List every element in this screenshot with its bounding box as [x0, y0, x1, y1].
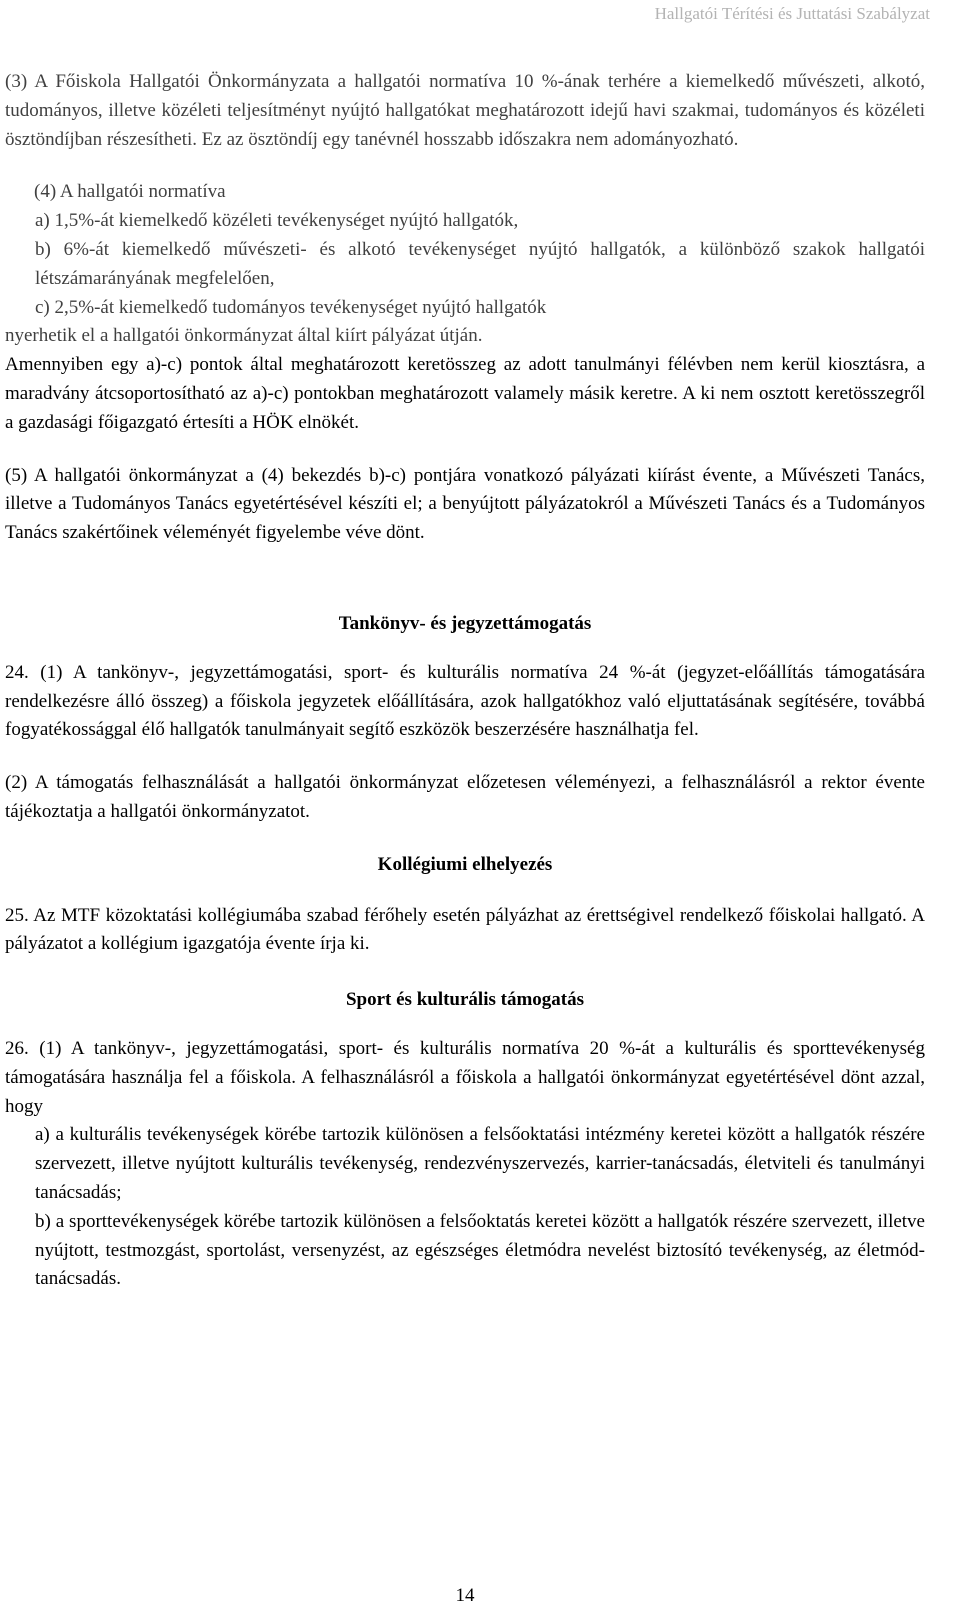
paragraph-4-closing: nyerhetik el a hallgatói önkormányzat által kiírt pályázat útján. — [5, 325, 483, 347]
section-25-paragraph: 25. Az MTF közoktatási kollégiumába szabad férőhely esetén pályázhat az érettségivel rendelkező főiskolai hallgató. A pályázatot a kollégium igazgatója évente írja ki. — [5, 904, 925, 955]
document-body — [5, 68, 925, 1294]
page-number: 14 — [455, 1585, 475, 1606]
paragraph-5: (5) A hallgatói önkormányzat a (4) bekezdés b)-c) pontjára vonatkozó pályázati kiírást évente, a Művészeti Tanács, illetve a Tudományos Tanács egyetértésével készíti el; a benyújtott pályázatokról a Művészeti Tanács és a Tudományos Tanács szakértőinek véleményét figyelembe véve dönt. — [5, 464, 925, 544]
paragraph-4-intro: (4) A hallgatói normatíva — [34, 181, 226, 203]
section-26-paragraph-1: 26. (1) A tankönyv-, jegyzettámogatási, sport- és kulturális normatíva 20 %-át a kulturális és sporttevékenység támogatására használja fel a főiskola. A felhasználásról a főiskola a hallgatói önkormányzat egyetértésével dönt azzal, hogy — [5, 1037, 925, 1117]
paragraph-4-item-b: b) 6%-át kiemelkedő művészeti- és alkotó tevékenységet nyújtó hallgatók, a különböző szakok hallgatói létszámarányának megfelelően, — [35, 238, 925, 289]
paragraph-4-item-c: c) 2,5%-át kiemelkedő tudományos tevékenységet nyújtó hallgatók — [35, 296, 547, 318]
section-26-item-b: b) a sporttevékenységek körébe tartozik különösen a felsőoktatás keretei között a hallgatók részére szervezett, illetve nyújtott, testmozgást, sportolást, versenyzést, az egészséges életmódra nevelést biztosító tevékenység, az életmód-tanácsadás. — [35, 1210, 925, 1290]
section-heading-sport: Sport és kulturális támogatás — [345, 989, 585, 1011]
section-heading-kollegium: Kollégiumi elhelyezés — [377, 853, 553, 875]
running-header: Hallgatói Térítési és Juttatási Szabályzat — [654, 4, 930, 23]
section-24-paragraph-1: 24. (1) A tankönyv-, jegyzettámogatási, sport- és kulturális normatíva 24 %-át (jegyzet-előállítás támogatására rendelkezésre álló összeg) a főiskola jegyzetek előállítására, azok hallgatókhoz való eljuttatásának segítésére, továbbá fogyatékossággal élő hallgatók tanulmányait segítő eszközök beszerzésére használhatja fel. — [5, 661, 925, 741]
paragraph-4-remainder: Amennyiben egy a)-c) pontok által meghatározott keretösszeg az adott tanulmányi félévben nem kerül kiosztásra, a maradvány átcsoportosítható az a)-c) pontokban meghatározott valamely másik keretre. A ki nem osztott keretösszegről a gazdasági főigazgató értesíti a HÖK elnökét. — [5, 354, 925, 433]
section-24-paragraph-2: (2) A támogatás felhasználását a hallgatói önkormányzat előzetesen véleményezi, a felhasználásról a rektor évente tájékoztatja a hallgatói önkormányzatot. — [5, 772, 925, 822]
section-heading-tankonyv: Tankönyv- és jegyzettámogatás — [338, 612, 592, 634]
section-26-item-a: a) a kulturális tevékenységek körébe tartozik különösen a felsőoktatási intézmény keretei között a hallgatók részére szervezett, illetve nyújtott kulturális tevékenység, rendezvényszervezés, karrier-tanácsadás, életviteli és tanulmányi tanácsadás; — [35, 1124, 925, 1203]
paragraph-4-item-a: a) 1,5%-át kiemelkedő közéleti tevékenységet nyújtó hallgatók, — [35, 210, 519, 232]
paragraph-3: (3) A Főiskola Hallgatói Önkormányzata a hallgatói normatíva 10 %-ának terhére a kiemelkedő művészeti, alkotó, tudományos, illetve közéleti teljesítményt nyújtó hallgatókat meghatározott idejű havi szakmai, tudományos és közéleti ösztöndíjban részesítheti. Ez az ösztöndíj egy tanévnél hosszabb időszakra nem adományozható. — [5, 71, 925, 150]
